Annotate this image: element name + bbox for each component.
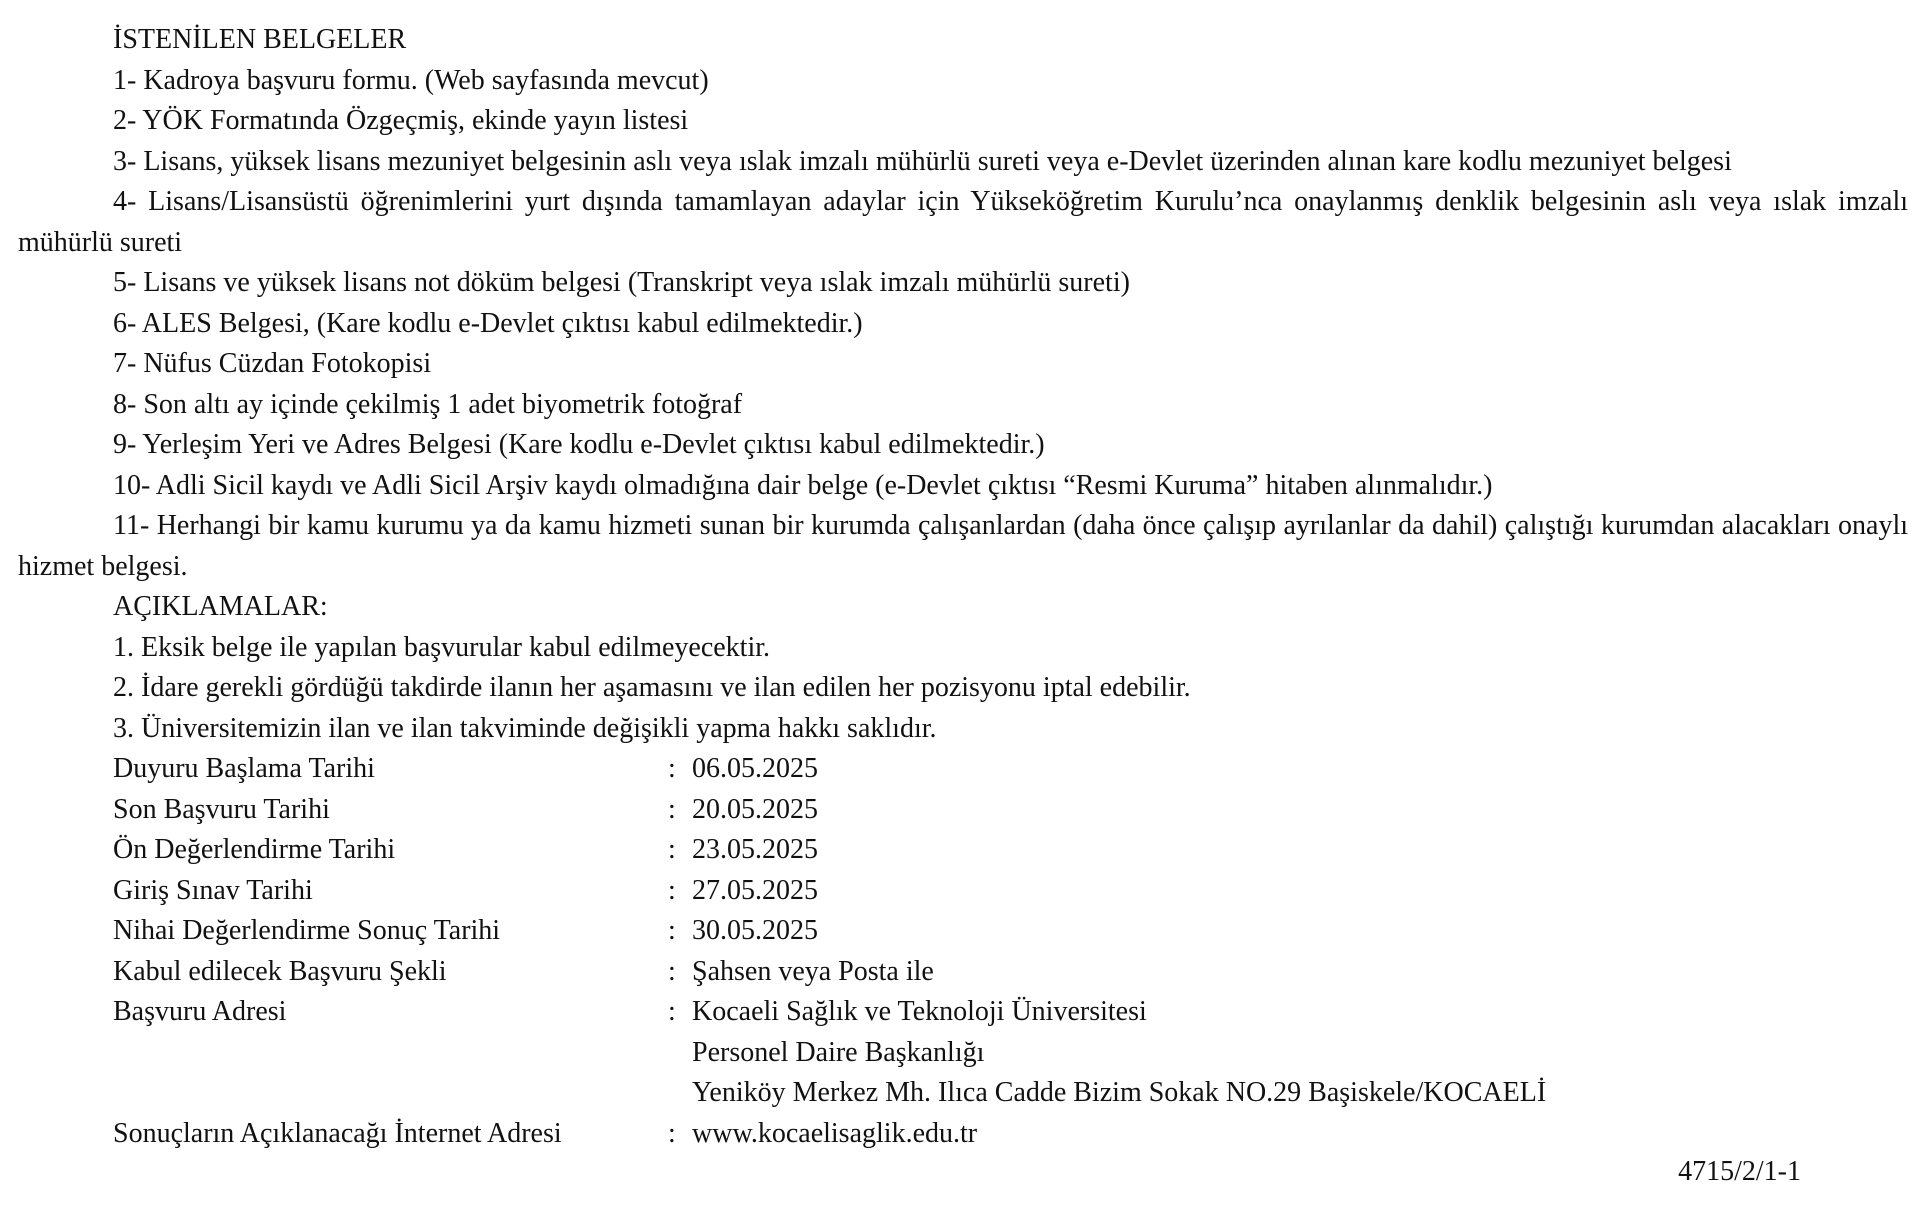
schedule-row-application-method: [18, 952, 1908, 993]
schedule-label: Son Başvuru Tarihi: [113, 793, 330, 825]
document-item-3: 3- Lisans, yüksek lisans mezuniyet belgesinin aslı veya ıslak imzalı mühürlü sureti veya e-Devlet üzerinden alınan kare kodlu mezuniyet belgesi: [113, 145, 1732, 177]
schedule-row-website: [18, 1114, 1908, 1155]
document-item-9: 9- Yerleşim Yeri ve Adres Belgesi (Kare kodlu e-Devlet çıktısı kabul edilmektedir.): [113, 429, 1045, 460]
schedule-row-pre-evaluation: [18, 830, 1908, 871]
website-value: www.kocaelisaglik.edu.tr: [692, 1117, 978, 1149]
schedule-row-exam-date: [18, 871, 1908, 912]
document-item-5: 5- Lisans ve yüksek lisans not döküm belgesi (Transkript veya ıslak imzalı mühürlü sureti): [113, 267, 1130, 298]
schedule-value: 20.05.2025: [692, 793, 818, 825]
schedule-value: 23.05.2025: [692, 834, 818, 865]
website-label: Sonuçların Açıklanacağı İnternet Adresi: [113, 1117, 562, 1149]
schedule-label: Nihai Değerlendirme Sonuç Tarihi: [113, 915, 501, 946]
schedule-separator: :: [668, 753, 676, 784]
note-item-1: 1. Eksik belge ile yapılan başvurular kabul edilmeyecektir.: [113, 631, 771, 663]
document-item-7: 7- Nüfus Cüzdan Fotokopisi: [113, 348, 432, 379]
schedule-row-deadline: [18, 790, 1908, 831]
address-value: [692, 992, 1908, 1114]
schedule-separator: :: [668, 996, 676, 1027]
schedule-separator: :: [668, 793, 676, 825]
address-line-2: Personel Daire Başkanlığı: [692, 1036, 985, 1068]
schedule-value: 30.05.2025: [692, 915, 818, 946]
document-item-1: 1- Kadroya başvuru formu. (Web sayfasında mevcut): [113, 64, 709, 96]
schedule-value: Şahsen veya Posta ile: [692, 955, 934, 987]
document-item-10: 10- Adli Sicil kaydı ve Adli Sicil Arşiv kaydı olmadığına dair belge (e-Devlet çıktısı “Resmi Kuruma” hitaben alınmalıdır.): [113, 469, 1493, 501]
note-item-3: 3. Üniversitemizin ilan ve ilan takviminde değişikli yapma hakkı saklıdır.: [113, 712, 937, 744]
schedule-separator: :: [668, 1117, 676, 1149]
document-item-8: 8- Son altı ay içinde çekilmiş 1 adet biyometrik fotoğraf: [113, 388, 743, 420]
documents-heading: İSTENİLEN BELGELER: [113, 24, 407, 55]
note-item-2: 2. İdare gerekli gördüğü takdirde ilanın her aşamasını ve ilan edilen her pozisyonu iptal edebilir.: [113, 672, 1191, 703]
schedule-separator: :: [668, 834, 676, 865]
document-item-6: 6- ALES Belgesi, (Kare kodlu e-Devlet çıktısı kabul edilmektedir.): [113, 307, 863, 339]
schedule-row-final-result: [18, 911, 1908, 952]
schedule-label: Kabul edilecek Başvuru Şekli: [113, 955, 447, 987]
schedule-separator: :: [668, 915, 676, 946]
schedule-label: Giriş Sınav Tarihi: [113, 874, 313, 906]
schedule-separator: :: [668, 874, 676, 906]
schedule-value: 06.05.2025: [692, 753, 818, 784]
address-line-1: Kocaeli Sağlık ve Teknoloji Üniversitesi: [692, 996, 1147, 1027]
address-label: Başvuru Adresi: [113, 996, 287, 1027]
address-line-3: Yeniköy Merkez Mh. Ilıca Cadde Bizim Sokak NO.29 Başiskele/KOCAELİ: [692, 1077, 1547, 1108]
document-item-11: 11- Herhangi bir kamu kurumu ya da kamu hizmeti sunan bir kurumda çalışanlardan (daha önce çalışıp ayrılanlar da dahil) çalıştığı kurumdan alacakları onaylı hizmet belgesi.: [18, 510, 1908, 582]
document-item-4: 4- Lisans/Lisansüstü öğrenimlerini yurt dışında tamamlayan adaylar için Yükseköğretim Kurulu’nca onaylanmış denklik belgesinin aslı veya ıslak imzalı mühürlü sureti: [18, 186, 1908, 258]
schedule-label: Ön Değerlendirme Tarihi: [113, 834, 396, 865]
schedule-row-start-date: [18, 749, 1908, 790]
footer-code: 4715/2/1-1: [1678, 1156, 1801, 1187]
schedule-label: Duyuru Başlama Tarihi: [113, 753, 375, 784]
schedule-row-address: [18, 992, 1908, 1114]
schedule-value: 27.05.2025: [692, 874, 818, 906]
announcement-page: [18, 20, 1908, 1154]
document-item-2: 2- YÖK Formatında Özgeçmiş, ekinde yayın listesi: [113, 105, 689, 136]
notes-heading: AÇIKLAMALAR:: [113, 591, 328, 622]
schedule-separator: :: [668, 955, 676, 987]
